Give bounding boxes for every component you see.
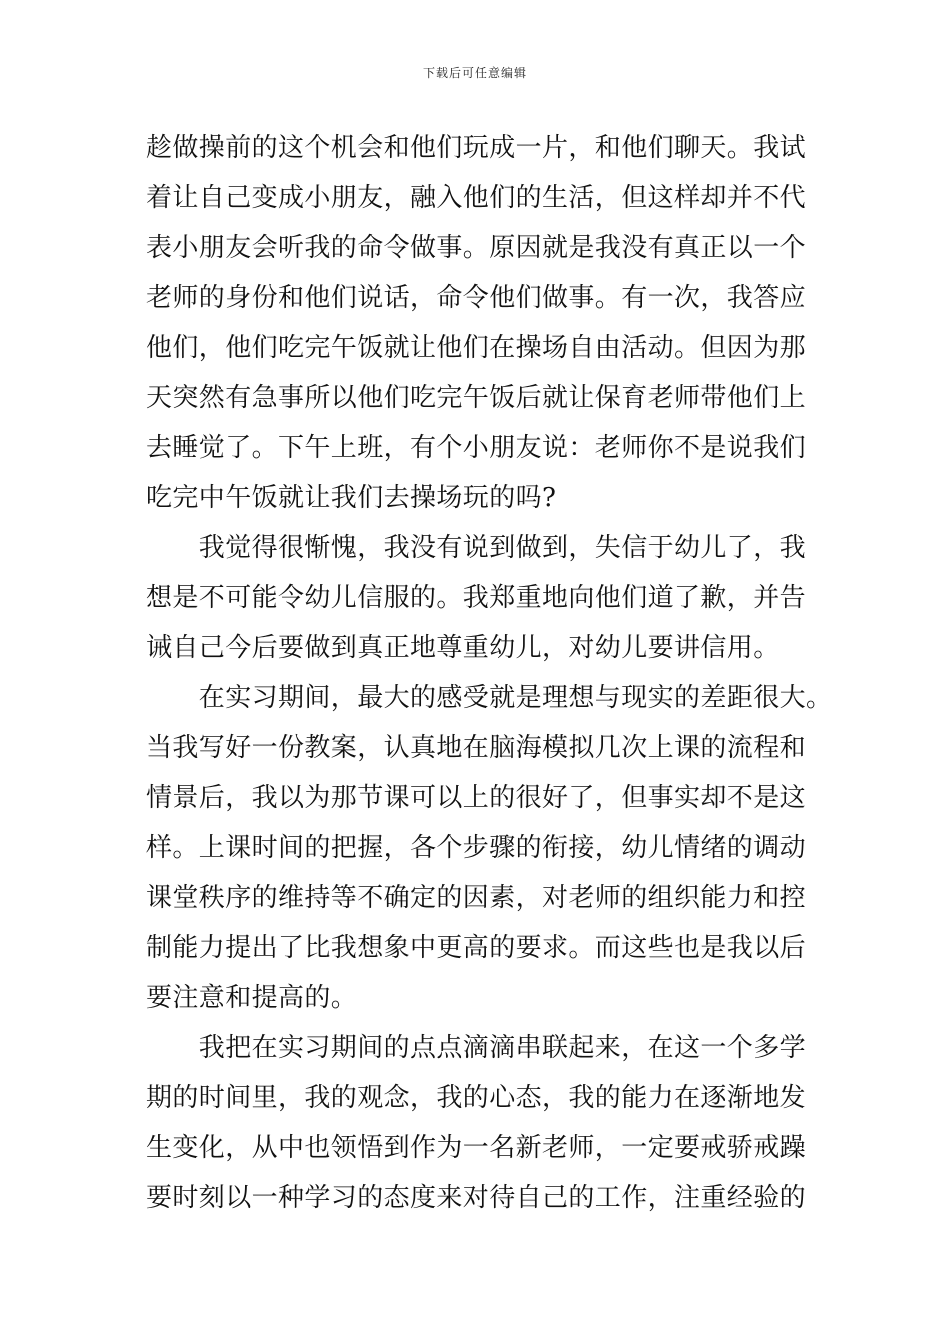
text-line: 制能力提出了比我想象中更高的要求。而这些也是我以后 [146,933,807,963]
text-line: 诫自己今后要做到真正地尊重幼儿，对幼儿要讲信用。 [146,633,780,663]
text-line: 我觉得很惭愧，我没有说到做到，失信于幼儿了，我 [146,533,807,563]
text-line: 期的时间里，我的观念，我的心态，我的能力在逐渐地发 [146,1083,807,1113]
paragraph-4 [146,1023,816,1223]
paragraph-3 [146,673,833,1023]
paragraph-2 [146,523,816,673]
text-line: 课堂秩序的维持等不确定的因素，对老师的组织能力和控 [146,883,807,913]
text-line: 表小朋友会听我的命令做事。原因就是我没有真正以一个 [146,233,807,263]
text-line: 着让自己变成小朋友，融入他们的生活，但这样却并不代 [146,183,807,213]
text-line: 他们，他们吃完午饭就让他们在操场自由活动。但因为那 [146,333,807,363]
text-line: 我把在实习期间的点点滴滴串联起来，在这一个多学 [146,1033,807,1063]
text-line: 吃完中午饭就让我们去操场玩的吗? [146,483,557,513]
text-line: 天突然有急事所以他们吃完午饭后就让保育老师带他们上 [146,383,807,413]
text-line: 趁做操前的这个机会和他们玩成一片，和他们聊天。我试 [146,133,807,163]
text-line: 情景后，我以为那节课可以上的很好了，但事实却不是这 [146,783,807,813]
text-line: 老师的身份和他们说话，命令他们做事。有一次，我答应 [146,283,807,313]
document-body [146,123,833,1223]
text-line: 要注意和提高的。 [146,983,358,1013]
paragraph-1 [146,123,816,523]
text-line: 样。上课时间的把握，各个步骤的衔接，幼儿情绪的调动 [146,833,807,863]
text-line: 去睡觉了。下午上班，有个小朋友说：老师你不是说我们 [146,433,807,463]
page-header: 下载后可任意编辑 [422,66,527,80]
text-line: 在实习期间，最大的感受就是理想与现实的差距很大。 [146,683,833,713]
text-line: 当我写好一份教案，认真地在脑海模拟几次上课的流程和 [146,733,807,763]
text-line: 生变化，从中也领悟到作为一名新老师，一定要戒骄戒躁 [146,1133,807,1163]
text-line: 想是不可能令幼儿信服的。我郑重地向他们道了歉，并告 [146,583,807,613]
text-line: 要时刻以一种学习的态度来对待自己的工作，注重经验的 [146,1183,807,1213]
